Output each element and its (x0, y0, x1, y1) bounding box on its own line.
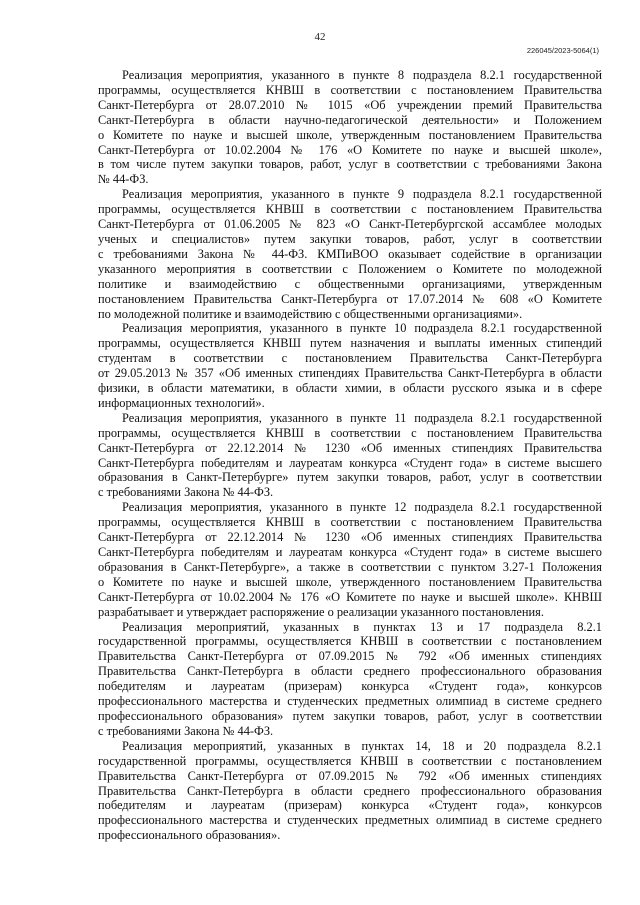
paragraph-line: Правительства Санкт-Петербурга в области среднего профессионального образования (98, 664, 602, 679)
paragraph-line: Реализация мероприятия, указанного в пункте 12 подраздела 8.2.1 государственной (122, 500, 602, 515)
paragraph-line: о Комитете по науке и высшей школе, утвержденным постановлением Правительства (98, 127, 602, 142)
paragraph-line: государственной программы, осуществляется КНВШ в соответствии с постановлением (98, 753, 602, 768)
paragraph-line: государственной программы, осуществляется КНВШ в соответствии с постановлением (98, 634, 602, 649)
paragraph-line: разрабатывает и утверждает распоряжение о реализации указанного постановления. (98, 604, 544, 619)
paragraph-line: Санкт-Петербурга от 01.06.2005 № 823 «О Санкт-Петербургской ассамблее молодых (98, 217, 602, 232)
paragraph-line: указанного мероприятия в соответствии с Положением о Комитете по молодежной (98, 261, 602, 276)
paragraph-line: Реализация мероприятия, указанного в пункте 9 подраздела 8.2.1 государственной (122, 187, 602, 202)
paragraph-line: Санкт-Петербурга победителям и лауреатам конкурса «Студент года» в системе высшего (98, 545, 602, 559)
paragraph-line: Санкт-Петербурга в области научно-педагогической деятельности» и Положением (98, 112, 602, 127)
paragraph-line: студентам в соответствии с постановлением Правительства Санкт-Петербурга (98, 351, 602, 366)
paragraph-line: образования в Санкт-Петербурге» путем закупки товаров, работ, услуг в соответствии (98, 470, 602, 485)
paragraph (98, 739, 602, 843)
paragraph-line: с требованиями Закона № 44-ФЗ. КМПиВОО оказывает содействие в организации (98, 246, 602, 261)
paragraph-line: Санкт-Петербурга от 10.02.2004 № 176 «О Комитете по науке и высшей школе». КНВШ (98, 589, 602, 604)
paragraph-line: ученых и специалистов» путем закупки товаров, работ, услуг в соответствии (98, 231, 602, 246)
paragraph-line: профессионального мастерства и студенческих предметных олимпиад в системе среднего (98, 694, 602, 709)
paragraph-line: с требованиями Закона № 44-ФЗ. (98, 723, 274, 738)
paragraph-line: в том числе путем закупки товаров, работ, услуг в соответствии с требованиями Закона (98, 157, 602, 172)
paragraph-line: № 44-ФЗ. (98, 172, 149, 187)
paragraph-line: программы, осуществляется КНВШ в соответствии с постановлением Правительства (98, 425, 602, 440)
paragraph (98, 187, 602, 321)
paragraph-line: Санкт-Петербурга победителям и лауреатам конкурса «Студент года» в системе высшего (98, 455, 602, 470)
paragraph-line: информационных технологий». (98, 395, 265, 410)
paragraph-line: с требованиями Закона № 44-ФЗ. (98, 485, 274, 500)
paragraph-line: о Комитете по науке и высшей школе, утвержденного постановлением Правительства (98, 574, 602, 589)
paragraph-line: Реализация мероприятий, указанных в пунктах 13 и 17 подраздела 8.2.1 (122, 619, 602, 634)
paragraph-line: политике и взаимодействию с общественными организациями, утвержденным (98, 276, 602, 291)
paragraph-line: программы, осуществляется КНВШ в соответствии с постановлением Правительства (98, 82, 602, 97)
paragraph (98, 500, 602, 619)
paragraph-line: Реализация мероприятия, указанного в пункте 11 подраздела 8.2.1 государственной (122, 410, 602, 425)
paragraph-line: постановлением Правительства Санкт-Петербурга от 17.07.2014 № 608 «О Комитете (98, 291, 602, 306)
paragraph-line: Санкт-Петербурга от 22.12.2014 № 1230 «Об именных стипендиях Правительства (98, 530, 602, 545)
paragraph-line: программы, осуществляется КНВШ в соответствии с постановлением Правительства (98, 515, 602, 530)
document-body (98, 68, 602, 843)
paragraph-line: Реализация мероприятий, указанных в пунктах 14, 18 и 20 подраздела 8.2.1 (122, 738, 602, 753)
paragraph-line: образования в Санкт-Петербурге», а также в соответствии с пунктом 3.27-1 Положения (98, 559, 602, 574)
paragraph-line: победителям и лауреатам (призерам) конкурса «Студент года», конкурсов (98, 679, 602, 694)
page-number: 42 (314, 31, 326, 43)
paragraph-line: профессионального мастерства и студенческих предметных олимпиад в системе среднего (98, 813, 602, 828)
paragraph-line: Санкт-Петербурга от 28.07.2010 № 1015 «Об учреждении премий Правительства (98, 97, 602, 112)
paragraph-line: профессионального образования» путем закупки товаров, работ, услуг в соответствии (98, 708, 602, 723)
paragraph-line: Правительства Санкт-Петербурга от 07.09.2015 № 792 «Об именных стипендиях (98, 649, 602, 664)
paragraph-line: по молодежной политике и взаимодействию с общественными организациями». (98, 306, 523, 321)
paragraph-line: от 29.05.2013 № 357 «Об именных стипендиях Правительства Санкт-Петербурга в области (98, 366, 602, 381)
paragraph (98, 411, 602, 500)
paragraph-line: победителям и лауреатам (призерам) конкурса «Студент года», конкурсов (98, 798, 602, 813)
document-reference-number: 226045/2023-5064(1) (526, 46, 599, 55)
paragraph-line: Правительства Санкт-Петербурга от 07.09.2015 № 792 «Об именных стипендиях (98, 768, 602, 783)
paragraph-line: программы, осуществляется КНВШ путем назначения и выплаты именных стипендий (98, 336, 602, 351)
paragraph-line: Санкт-Петербурга от 22.12.2014 № 1230 «Об именных стипендиях Правительства (98, 440, 602, 455)
paragraph-line: Реализация мероприятия, указанного в пункте 8 подраздела 8.2.1 государственной (122, 68, 602, 82)
paragraph-line: Реализация мероприятия, указанного в пункте 10 подраздела 8.2.1 государственной (122, 321, 602, 336)
paragraph-line: физики, в области математики, в области химии, в области русского языка и в сфере (98, 381, 602, 396)
paragraph (98, 321, 602, 410)
paragraph-line: профессионального образования». (98, 828, 281, 843)
paragraph-line: Правительства Санкт-Петербурга в области среднего профессионального образования (98, 783, 602, 798)
paragraph (98, 620, 602, 739)
paragraph-line: Санкт-Петербурга от 10.02.2004 № 176 «О Комитете по науке и высшей школе», (98, 142, 602, 157)
paragraph (98, 68, 602, 187)
paragraph-line: программы, осуществляется КНВШ в соответствии с постановлением Правительства (98, 202, 602, 217)
